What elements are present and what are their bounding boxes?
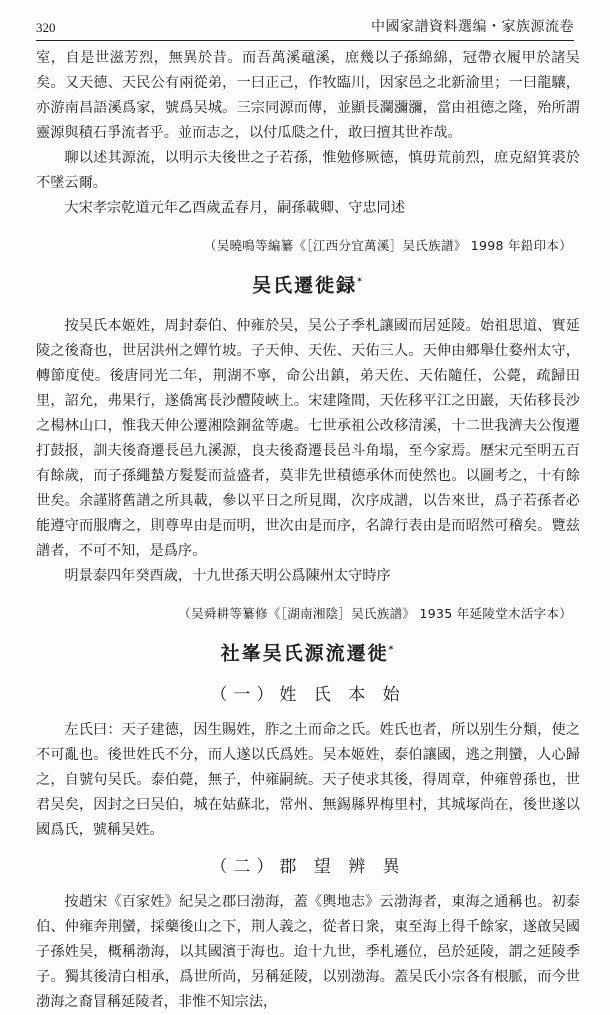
section-title-text: 吴氏遷徙録 [252, 274, 358, 297]
footnote-mark: * [357, 277, 364, 287]
paragraph: 聊以述其源流，以明示夫後世之子若孫，惟勉修厥德，慎毋荒前烈，庶克紹箕裘於不墜云爾。 [36, 150, 580, 191]
paragraph: 左氏曰：天子建德，因生賜姓，胙之土而命之氏。姓氏也者，所以别生分類，使之不可亂也。後世姓氏不分，而人遂以氏爲姓。吴本姬姓，泰伯讓國，逃之荆蠻，人心歸之，自號句吴氏。泰伯薨，無子，仲雍嗣統。天子使求其後，得周章，仲雍曾孫也，世君吴矣，因封之曰吴伯，城在姑蘇北，常州、無錫縣界梅里村，其城塚尚在，後世遂以國爲氏，號稱吴姓。 [36, 721, 580, 838]
page-header [36, 14, 574, 41]
paragraph: 按吴氏本姬姓，周封泰伯、仲雍於吴，吴公子季札讓國而居延陵。始祖思道、實延陵之後裔也，世居洪州之嬋竹坡。子天伸、天佐、天佑三人。天伸由郷舉仕婺州太守，轉節度使。後唐同光二年，荆湖不寧，命公出鎮，弟天佐、天佑隨任，公薨，疏歸田里，詔允，弗果行，遂僑寓長沙醴陵峽上。宋建隆間，天佐移平江之田巖，天佑移長沙之楊林山口，惟我天伸公遷湘陰銅盆等處。七世承祖公改移清溪，十二世我濟夫公復遷打鼓报，訓夫後裔遷長邑九溪源，良夫後裔遷長邑斗角塌，至今家焉。歷宋元至明五百有餘歲，而子孫繩蟄方髮髮而益盛者，莫非先世積德承休而使然也。以圖考之，十有餘世矣。余謹將舊譜之所具載，參以平日之所見聞，次序成譜，以告來世，爲子若孫者必能遵守而服膺之，則尊卑由是而明，世次由是而序，名諱行表由是而昭然可稽矣。覽兹譜者，不可不知，是爲序。 [36, 318, 580, 560]
page-number: 320 [36, 20, 56, 35]
subsection-title: （一）姓 氏 本 始 [210, 684, 406, 705]
attribution-line: 明景泰四年癸酉歲，十九世孫天明公爲陳州太守時序 [64, 568, 391, 585]
section-title [36, 270, 580, 298]
source-citation: （吴舜耕等纂修《［湖南湘陰］吴氏族譜》 1935 年延陵堂木活字本） [178, 606, 572, 622]
paragraph: 按趙宋《百家姓》紀吴之郡曰渤海，蓋《輿地志》云渤海者，東海之通稱也。初泰伯、仲雍奔荆蠻，採藥後山之下，荆人義之，從者日衆，東至海上得千餘家，遂啟吴國子孫姓吴，概稱渤海，以其國濱于海也。迨十九世，季札遜位，邑於延陵，謂之延陵季子。獨其後清白相承，爲世所尚，另稱延陵，以别渤海。蓋吴氏小宗各有根脈，而今世渤海之裔冒稱延陵者，非惟不知宗法， [36, 893, 580, 1010]
subsection-title: （二）郡 望 辨 異 [210, 856, 406, 877]
footnote-mark: * [388, 645, 396, 656]
section-title [36, 638, 580, 666]
page-body [36, 46, 580, 1015]
section-title-text: 社峯吴氏源流遷徙 [220, 642, 389, 665]
book-title: 中國家譜資料選编・家族源流卷 [371, 19, 574, 35]
source-citation: （吴曉鳴等編纂《［江西分宜萬溪］吴氏族譜》 1998 年鉛印本） [203, 238, 572, 253]
attribution-line: 大宋孝宗乾道元年乙酉歲孟春月，嗣孫載卿、守忠同述 [64, 200, 405, 216]
paragraph-continued: 室，自是世滋芳烈，無異於昔。而吾萬溪黿溪，庶幾以子孫綿綿，冠帶衣履甲於諸吴矣。又天德、天民公有兩從弟，一曰正己，作牧臨川，因家邑之北新渝里；一曰龍驤，亦游南昌語溪爲家，號爲吴城。三宗同源而傳，並顯長瀾瀰瀰，當由祖德之隆，殆所謂靈源與積石爭流者乎。並而志之，以付瓜瓞之什，敢曰擅其世祚哉。 [36, 50, 580, 141]
